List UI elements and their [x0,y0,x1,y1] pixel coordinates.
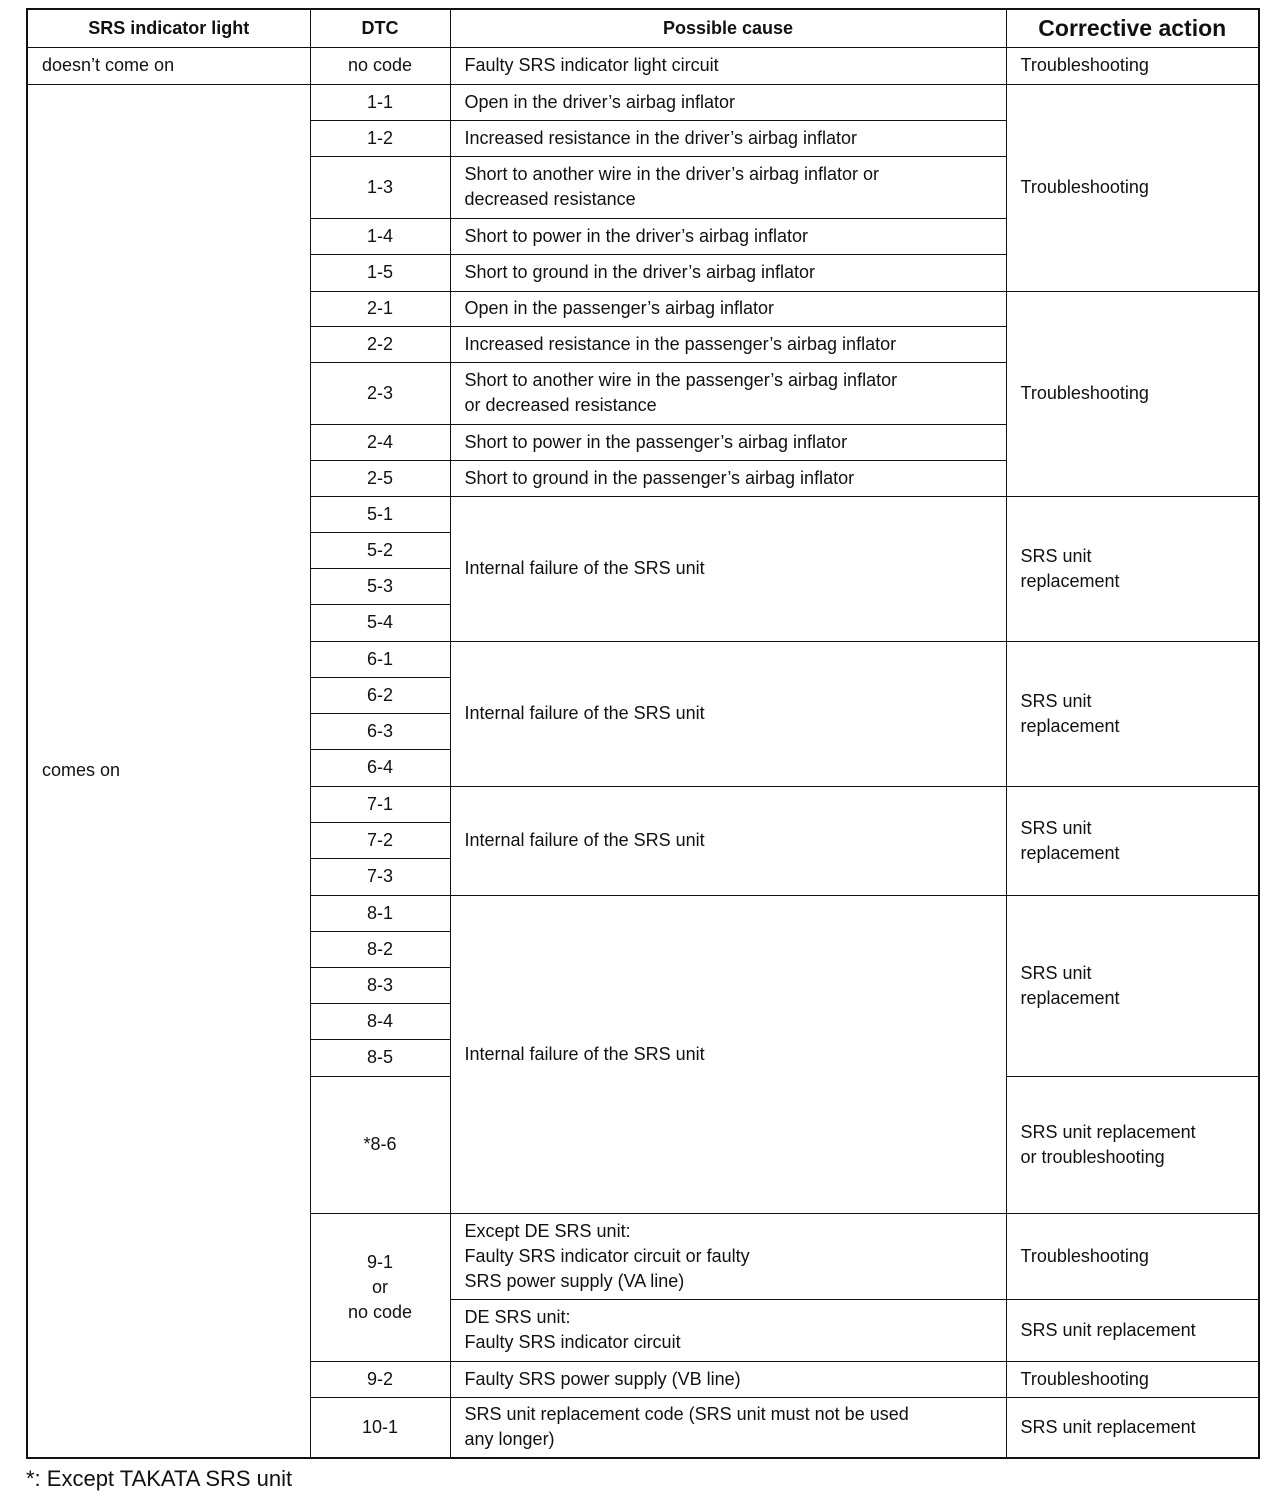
dtc-code: 1-2 [310,120,450,156]
action-line: replacement [1020,715,1120,736]
cause-line: Except DE SRS unit: [464,1220,631,1241]
action-cell [1006,786,1259,895]
dtc-code: 1-3 [310,156,450,218]
dtc-code: 2-1 [310,291,450,326]
cause-cell: Increased resistance in the passenger’s airbag inflator [450,326,1006,362]
dtc-code: 5-4 [310,604,450,641]
dtc-code: 9-2 [310,1361,450,1397]
cause-cell: Internal failure of the SRS unit [450,496,1006,641]
action-cell: Troubleshooting [1006,84,1259,291]
cause-line: Faulty SRS indicator circuit or faulty [464,1245,750,1266]
cause-cell [450,1299,1006,1361]
dtc-code: 5-3 [310,568,450,604]
action-cell [1006,641,1259,786]
dtc-code: 8-2 [310,931,450,967]
dtc-code: 1-1 [310,84,450,120]
dtc-code: 7-2 [310,822,450,858]
dtc-code: 2-4 [310,424,450,460]
header-row [27,9,1259,47]
header-srs-indicator-light: SRS indicator light [27,9,310,47]
dtc-code: 2-5 [310,460,450,496]
cause-line: SRS unit replacement code (SRS unit must not be used [464,1404,909,1425]
action-line: SRS unit replacement [1020,1121,1196,1142]
table-row [27,84,1259,120]
dtc-code: 8-1 [310,895,450,931]
cause-cell [450,362,1006,424]
cause-line: Short to another wire in the passenger’s airbag inflator [464,370,898,390]
header-corrective-action: Corrective action [1006,9,1259,47]
cause-cell [450,1213,1006,1299]
dtc-code: no code [310,47,450,84]
action-line: replacement [1020,842,1120,863]
action-line: SRS unit [1020,817,1092,838]
action-line: SRS unit [1020,962,1092,983]
dtc-code: 6-1 [310,641,450,677]
dtc-code: 6-4 [310,749,450,786]
action-line: replacement [1020,987,1120,1008]
action-line: SRS unit [1020,690,1092,711]
dtc-line: no code [347,1301,413,1322]
cause-cell: Short to power in the driver’s airbag inflator [450,218,1006,254]
dtc-code: 5-1 [310,496,450,532]
dtc-code: 1-5 [310,254,450,291]
cause-line: or decreased resistance [464,395,657,415]
cause-cell: Increased resistance in the driver’s airbag inflator [450,120,1006,156]
action-cell: SRS unit replacement [1006,1397,1259,1458]
action-cell: Troubleshooting [1006,1213,1259,1299]
dtc-code: 8-3 [310,967,450,1003]
table-row [27,47,1259,84]
dtc-code [310,1213,450,1361]
action-cell: Troubleshooting [1006,1361,1259,1397]
cause-cell: Open in the passenger’s airbag inflator [450,291,1006,326]
light-state-off: doesn’t come on [27,47,310,84]
dtc-code: 2-3 [310,362,450,424]
dtc-code: 8-4 [310,1003,450,1039]
dtc-line: or [371,1276,388,1297]
cause-cell [450,1397,1006,1458]
cause-cell: Faulty SRS indicator light circuit [450,47,1006,84]
light-state-on: comes on [27,84,310,1458]
dtc-code: 8-5 [310,1039,450,1076]
dtc-code: 7-1 [310,786,450,822]
cause-cell: Internal failure of the SRS unit [450,641,1006,786]
cause-cell: Internal failure of the SRS unit [450,786,1006,895]
action-line: replacement [1020,570,1120,591]
cause-line: any longer) [464,1429,555,1450]
action-cell [1006,895,1259,1076]
dtc-code: 6-2 [310,677,450,713]
cause-line: SRS power supply (VA line) [464,1270,685,1291]
dtc-code: 5-2 [310,532,450,568]
action-cell: SRS unit replacement [1006,1299,1259,1361]
cause-cell: Open in the driver’s airbag inflator [450,84,1006,120]
dtc-code: *8-6 [310,1076,450,1213]
action-line: or troubleshooting [1020,1146,1165,1167]
cause-cell: Short to ground in the driver’s airbag inflator [450,254,1006,291]
cause-cell: Faulty SRS power supply (VB line) [450,1361,1006,1397]
action-cell [1006,1076,1259,1213]
cause-line: DE SRS unit: [464,1307,571,1327]
cause-line: Faulty SRS indicator circuit [464,1332,681,1352]
dtc-table [26,8,1260,1459]
cause-line: decreased resistance [464,189,636,209]
dtc-code: 6-3 [310,713,450,749]
dtc-code: 10-1 [310,1397,450,1458]
cause-cell [450,156,1006,218]
header-dtc: DTC [310,9,450,47]
cause-cell: Short to power in the passenger’s airbag inflator [450,424,1006,460]
dtc-code: 7-3 [310,858,450,895]
action-cell: Troubleshooting [1006,47,1259,84]
dtc-code: 2-2 [310,326,450,362]
header-possible-cause: Possible cause [450,9,1006,47]
dtc-line: 9-1 [366,1251,393,1272]
dtc-code: 1-4 [310,218,450,254]
cause-line: Short to another wire in the driver’s airbag inflator or [464,164,880,184]
footnote: *: Except TAKATA SRS unit [26,1466,293,1491]
cause-cell: Internal failure of the SRS unit [450,895,1006,1213]
action-line: SRS unit [1020,545,1092,566]
cause-cell: Short to ground in the passenger’s airbag inflator [450,460,1006,496]
action-cell [1006,496,1259,641]
action-cell: Troubleshooting [1006,291,1259,496]
